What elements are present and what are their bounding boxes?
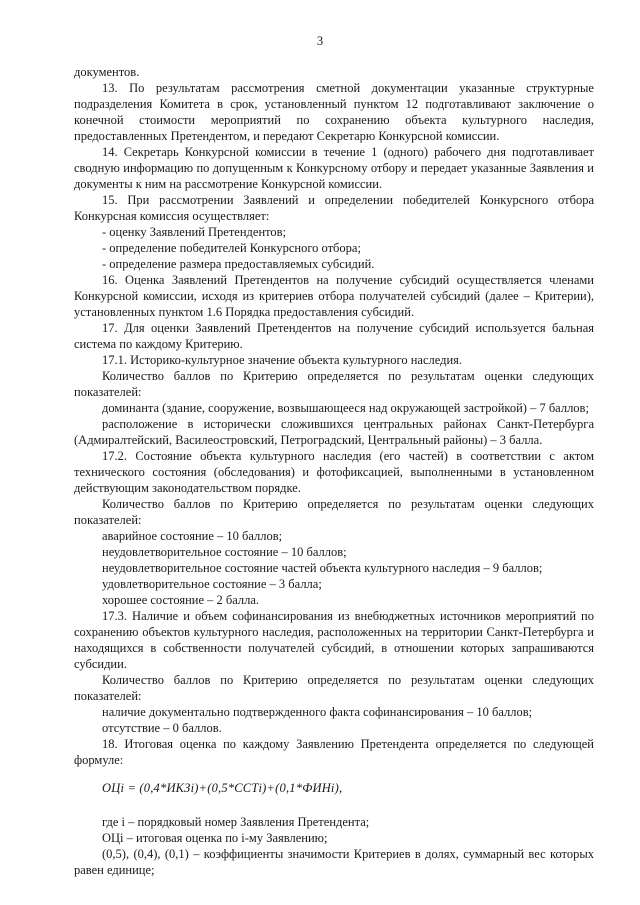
definition-item: ОЦi – итоговая оценка по i-му Заявлению;	[102, 831, 328, 845]
definition-item: (0,5), (0,4), (0,1) – коэффициенты значимости Критериев в долях, суммарный вес которых равен единице;	[74, 847, 594, 877]
paragraph-15: 15. При рассмотрении Заявлений и определении победителей Конкурсного отбора Конкурсная комиссия осуществляет:	[74, 193, 594, 223]
paragraph-16: 16. Оценка Заявлений Претендентов на получение субсидий осуществляется членами Конкурсной комиссии, исходя из критериев отбора получателей субсидий (далее – Критерии), установленных пунктом 1.6 Порядка предоставления субсидий.	[74, 273, 594, 319]
criterion-item: аварийное состояние – 10 баллов;	[102, 529, 283, 543]
list-item: - оценку Заявлений Претендентов;	[102, 225, 287, 239]
criterion-item: хорошее состояние – 2 балла.	[102, 593, 260, 607]
paragraph-score-intro: Количество баллов по Критерию определяется по результатам оценки следующих показателей:	[74, 673, 594, 703]
paragraph-score-intro: Количество баллов по Критерию определяется по результатам оценки следующих показателей:	[74, 369, 594, 399]
criterion-item: расположение в исторически сложившихся центральных районах Санкт-Петербурга (Адмиралтейский, Василеостровский, Петроградский, Центральный районы) – 3 балла.	[74, 417, 594, 447]
list-item: - определение победителей Конкурсного отбора;	[102, 241, 361, 255]
paragraph-17-2: 17.2. Состояние объекта культурного наследия (его частей) в соответствии с актом технического состояния (обследования) и фотофиксацией, выполненными в установленном действующим законодательством порядке.	[74, 449, 594, 495]
paragraph-continuation: документов.	[74, 65, 140, 79]
list-item: - определение размера предоставляемых субсидий.	[102, 257, 375, 271]
paragraph-14: 14. Секретарь Конкурсной комиссии в течение 1 (одного) рабочего дня подготавливает сводную информацию по допущенным к Конкурсному отбору и передает указанные Заявления и документы к ним на рассмотрение Конкурсной комиссии.	[74, 145, 594, 191]
paragraph-17-3: 17.3. Наличие и объем софинансирования из внебюджетных источников мероприятий по сохранению объектов культурного наследия, расположенных на территории Санкт-Петербурга и находящихся в собственности получателей субсидий, в отношении которых запрашиваются субсидии.	[74, 609, 594, 671]
paragraph-17: 17. Для оценки Заявлений Претендентов на получение субсидий используется бальная система по каждому Критерию.	[74, 321, 594, 351]
document-body	[74, 64, 594, 878]
formula: ОЦi = (0,4*ИКЗi)+(0,5*ССТi)+(0,1*ФИНi),	[102, 781, 343, 795]
criterion-item: неудовлетворительное состояние частей объекта культурного наследия – 9 баллов;	[102, 561, 543, 575]
criterion-item: доминанта (здание, сооружение, возвышающееся над окружающей застройкой) – 7 баллов;	[102, 401, 589, 415]
criterion-item: неудовлетворительное состояние – 10 баллов;	[102, 545, 347, 559]
criterion-item: удовлетворительное состояние – 3 балла;	[102, 577, 322, 591]
page-number: 3	[316, 34, 324, 48]
definition-item: где i – порядковый номер Заявления Претендента;	[102, 815, 370, 829]
criterion-item: наличие документально подтвержденного факта софинансирования – 10 баллов;	[102, 705, 533, 719]
paragraph-17-1: 17.1. Историко-культурное значение объекта культурного наследия.	[102, 353, 463, 367]
paragraph-13: 13. По результатам рассмотрения сметной документации указанные структурные подразделения Комитета в срок, установленный пунктом 12 подготавливают заключение о конечной стоимости мероприятий по сохранению объекта культурного наследия, предоставленных Претендентом, и передают Секретарю Конкурсной комиссии.	[74, 81, 594, 143]
paragraph-score-intro: Количество баллов по Критерию определяется по результатам оценки следующих показателей:	[74, 497, 594, 527]
paragraph-18: 18. Итоговая оценка по каждому Заявлению Претендента определяется по следующей формуле:	[74, 737, 594, 767]
criterion-item: отсутствие – 0 баллов.	[102, 721, 222, 735]
